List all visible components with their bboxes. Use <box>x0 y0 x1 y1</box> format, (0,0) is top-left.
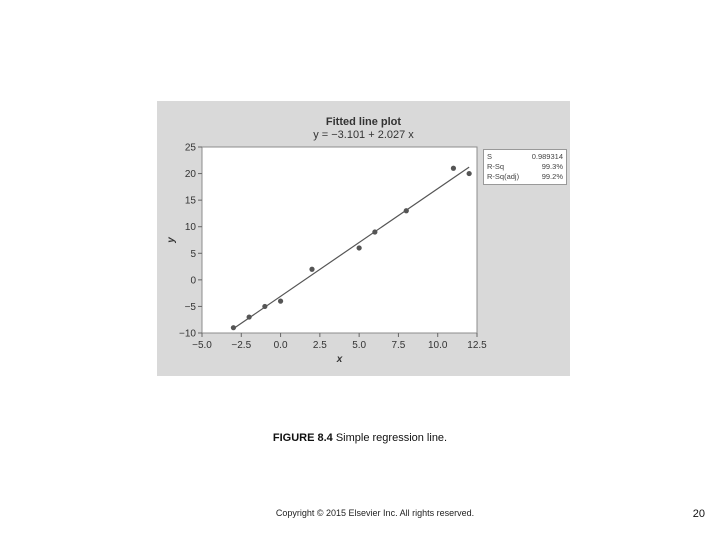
figure-caption-text: Simple regression line. <box>332 432 448 444</box>
data-point <box>372 229 377 234</box>
y-tick-label: 20 <box>184 169 196 181</box>
x-tick-label: 10.0 <box>427 340 448 351</box>
y-tick-label: 0 <box>190 275 196 287</box>
stat-label: S <box>487 152 493 161</box>
chart-equation: y = −3.101 + 2.027 x <box>313 129 414 141</box>
y-tick-label: 15 <box>184 195 196 207</box>
data-point <box>247 314 252 319</box>
fitted-line-chart <box>157 101 570 376</box>
x-tick-label: 7.5 <box>391 340 406 351</box>
x-tick-label: 2.5 <box>312 340 327 351</box>
data-point <box>404 208 409 213</box>
y-tick-label: 25 <box>184 142 196 154</box>
x-tick-label: 0.0 <box>273 340 288 351</box>
x-tick-label: 12.5 <box>467 340 487 351</box>
page-number: 20 <box>692 508 705 520</box>
stat-row-s <box>487 152 563 162</box>
x-axis-label: x <box>336 354 343 365</box>
data-point <box>262 304 267 309</box>
y-tick-label: −10 <box>179 328 196 340</box>
x-tick-label: 5.0 <box>352 340 367 351</box>
data-point <box>309 267 314 272</box>
data-point <box>231 325 236 330</box>
stat-row-rsq <box>487 162 563 172</box>
plot-area <box>202 147 477 333</box>
figure-caption <box>0 432 720 444</box>
copyright-text: Copyright © 2015 Elsevier Inc. All rights reserved. <box>275 508 475 518</box>
data-point <box>357 245 362 250</box>
data-point <box>278 299 283 304</box>
x-tick-label: −2.5 <box>231 340 252 351</box>
stat-label: R-Sq(adj) <box>487 172 520 181</box>
y-tick-label: −5 <box>184 301 196 313</box>
stat-value: 0.989314 <box>531 152 563 161</box>
y-tick-label: 5 <box>190 248 196 260</box>
data-point <box>451 166 456 171</box>
data-point <box>467 171 472 176</box>
stat-row-rsq-adj <box>487 172 563 182</box>
figure-label: FIGURE 8.4 <box>272 432 333 444</box>
stat-value: 99.2% <box>541 172 563 181</box>
stat-label: R-Sq <box>487 162 505 171</box>
figure-panel <box>157 101 570 376</box>
stats-box <box>483 149 567 185</box>
stat-value: 99.3% <box>541 162 563 171</box>
x-tick-label: −5.0 <box>192 340 212 351</box>
y-tick-label: 10 <box>184 222 196 234</box>
y-axis-label: y <box>166 237 177 243</box>
chart-title: Fitted line plot <box>325 116 402 128</box>
